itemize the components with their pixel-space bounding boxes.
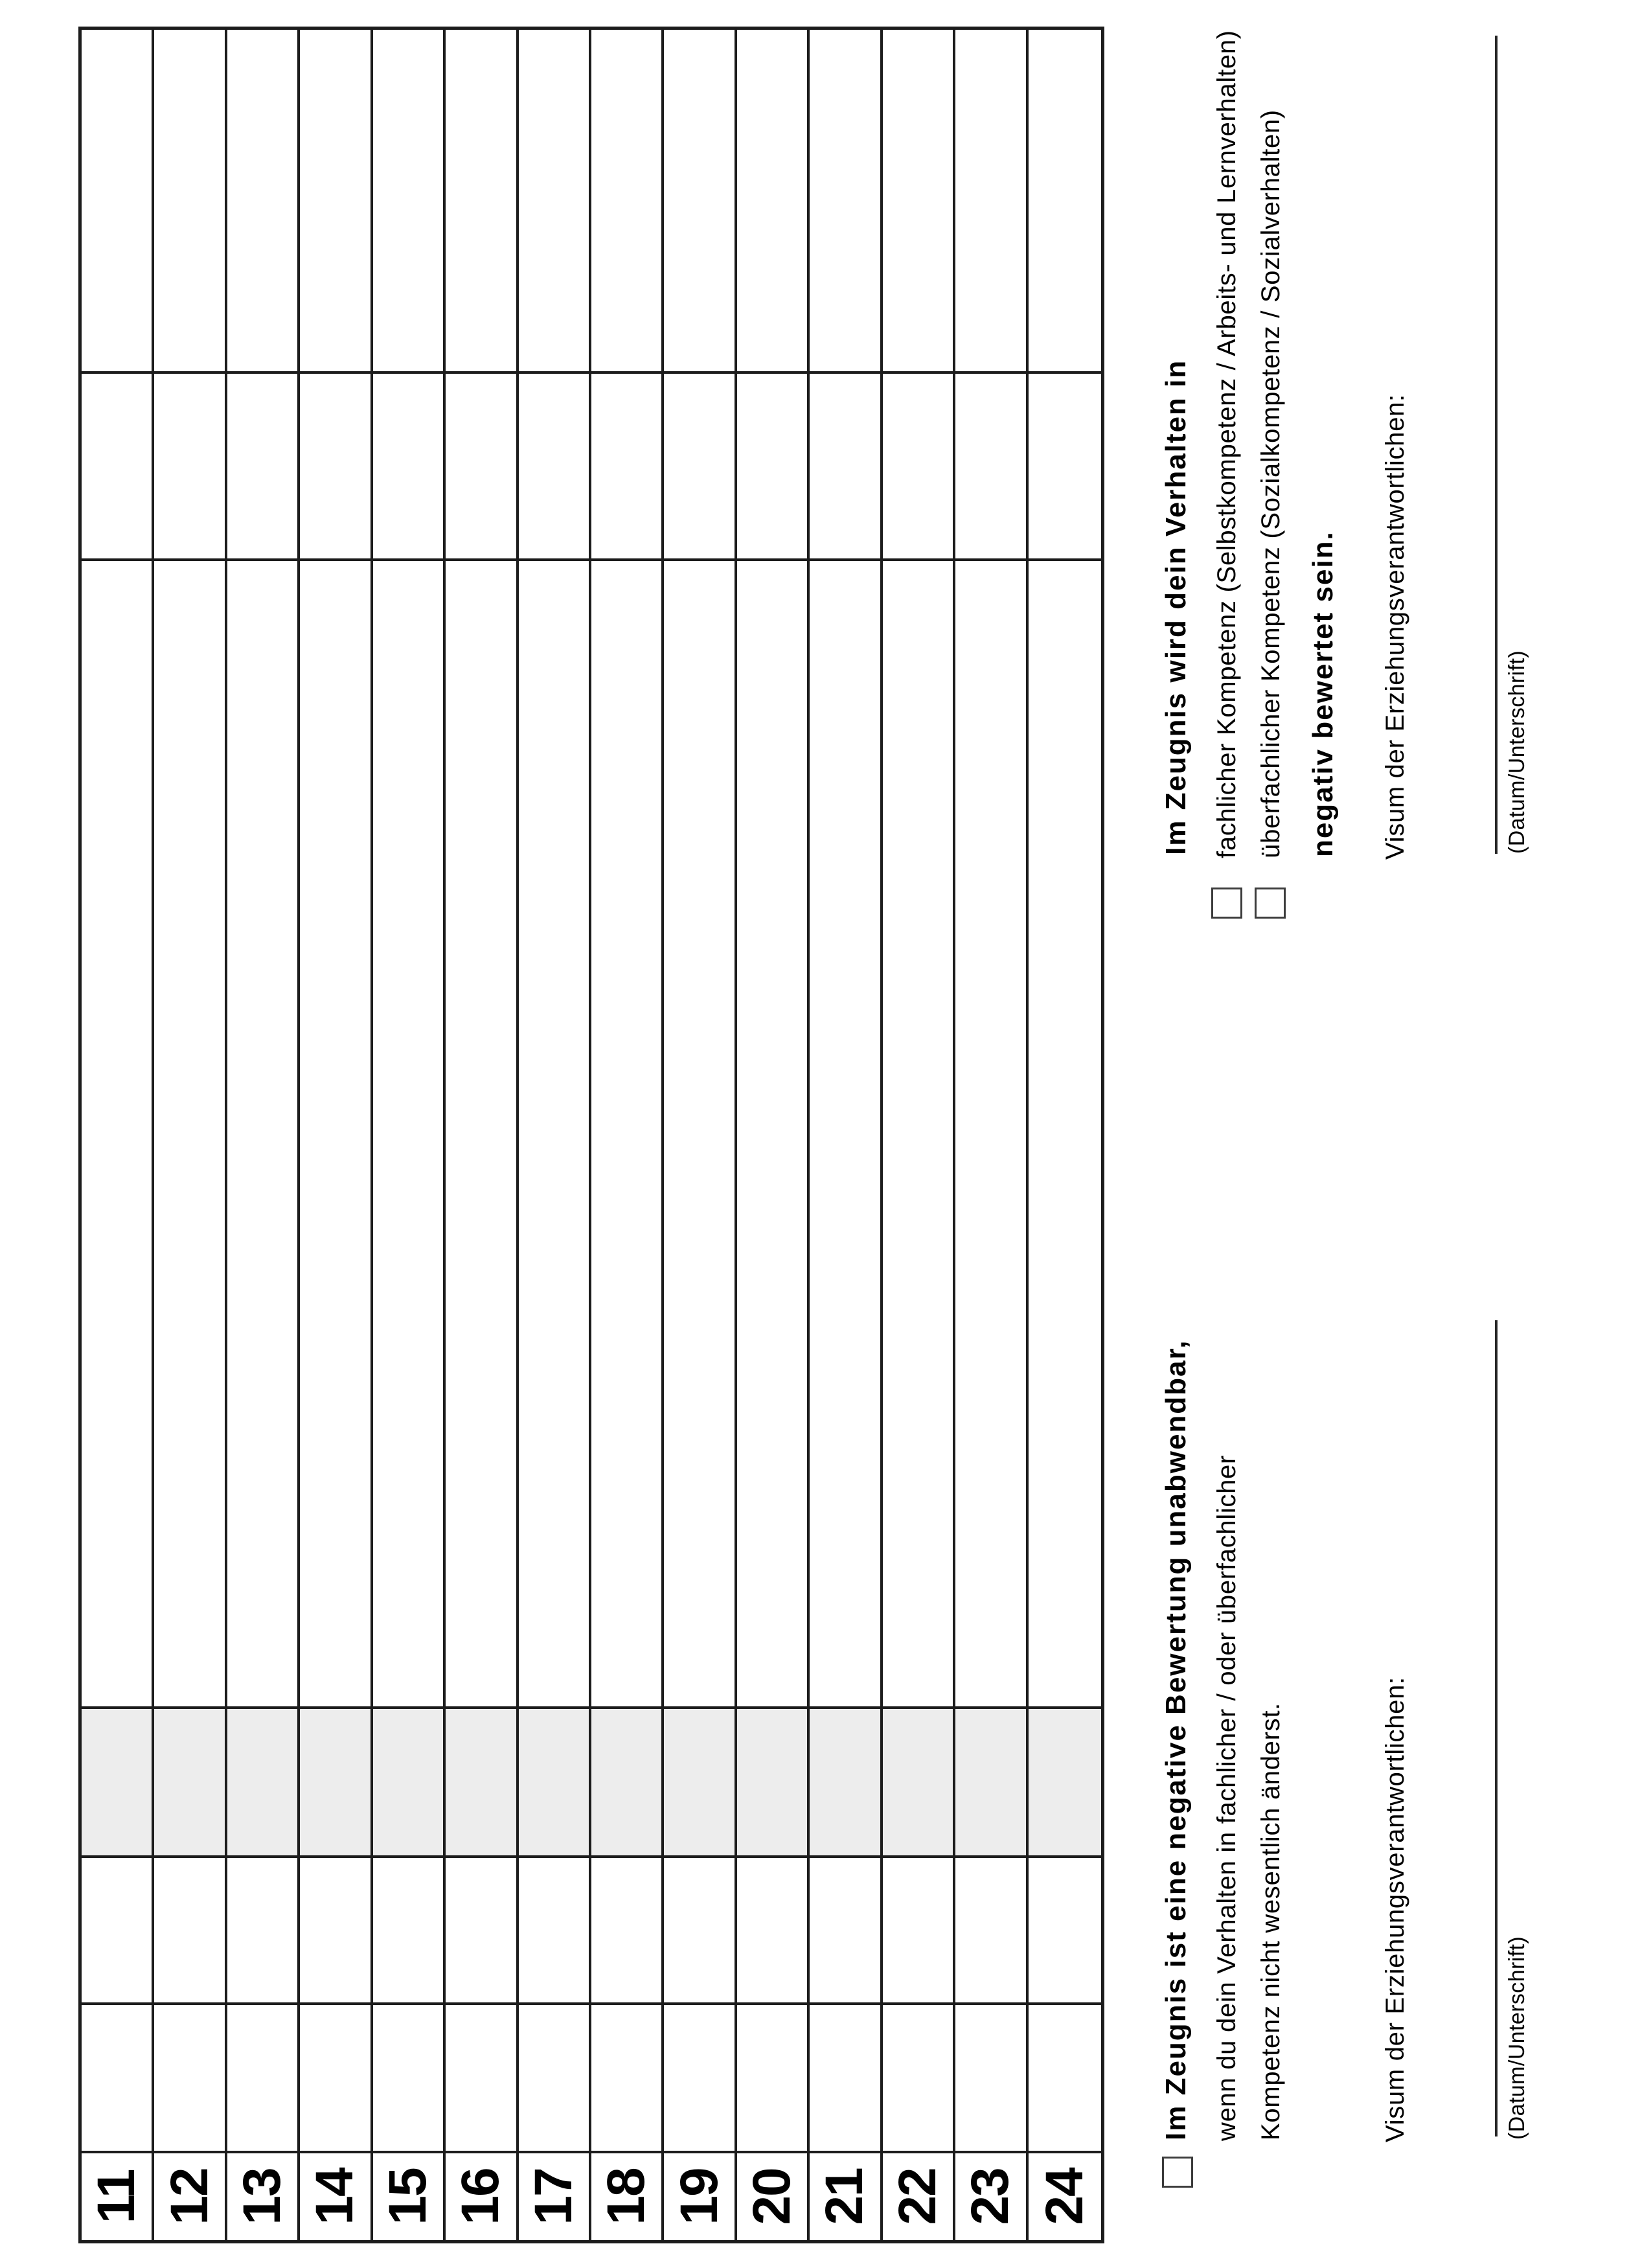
table-cell [227, 371, 300, 558]
table-cell [810, 2002, 882, 2151]
table-cell [227, 1706, 300, 1855]
table-cell [82, 30, 154, 371]
table-cell [591, 1706, 664, 1855]
table-cell [737, 1706, 810, 1855]
table-cell [300, 371, 372, 558]
table-cell [373, 2002, 446, 2151]
table-cell [1029, 1855, 1101, 2002]
table-cell [154, 1855, 227, 2002]
table-cell [883, 371, 955, 558]
table-cell [664, 2002, 736, 2151]
row-number-cell: 19 [664, 2151, 736, 2240]
table-cell [810, 558, 882, 1706]
table-cell [883, 1855, 955, 2002]
negative-rating-body-line1: wenn du dein Verhalten in fachlicher / oder überfachlicher [1213, 1454, 1241, 2141]
row-number-cell: 15 [373, 2151, 446, 2240]
table-cell [737, 371, 810, 558]
table-cell [591, 558, 664, 1706]
table-cell [446, 558, 518, 1706]
table-cell [664, 558, 736, 1706]
row-number-cell: 22 [883, 2151, 955, 2240]
right-signature-line [1495, 36, 1498, 854]
table-cell [1029, 371, 1101, 558]
table-cell [446, 1706, 518, 1855]
table-cell [300, 1855, 372, 2002]
table-cell [591, 1855, 664, 2002]
row-number-cell: 13 [227, 2151, 300, 2240]
table-cell [1029, 30, 1101, 371]
checkbox-fachliche-kompetenz[interactable] [1211, 888, 1242, 919]
table-cell [446, 1855, 518, 2002]
table-cell [883, 558, 955, 1706]
table-cell [227, 558, 300, 1706]
table-cell [82, 2002, 154, 2151]
table-cell [154, 558, 227, 1706]
row-number-cell: 23 [955, 2151, 1028, 2240]
table-cell [154, 371, 227, 558]
checkbox-ueberfachliche-kompetenz[interactable] [1255, 888, 1286, 919]
table-cell [664, 1855, 736, 2002]
table-cell [883, 30, 955, 371]
table-cell [737, 2002, 810, 2151]
row-number-cell: 16 [446, 2151, 518, 2240]
table-cell [82, 371, 154, 558]
table-cell [883, 1706, 955, 1855]
right-visum-label: Visum der Erziehungsverantwortlichen: [1381, 394, 1409, 860]
table-cell [154, 30, 227, 371]
row-number-cell: 20 [737, 2151, 810, 2240]
table-cell [810, 1706, 882, 1855]
table-cell [154, 1706, 227, 1855]
row-number-cell: 14 [300, 2151, 372, 2240]
table-cell [300, 30, 372, 371]
row-number-cell: 11 [82, 2151, 154, 2240]
table-cell [373, 30, 446, 371]
table-cell [955, 371, 1028, 558]
table-cell [519, 558, 591, 1706]
row-number-cell: 17 [519, 2151, 591, 2240]
table-cell [737, 30, 810, 371]
table-cell [446, 2002, 518, 2151]
table-cell [82, 1706, 154, 1855]
table-cell [664, 371, 736, 558]
negative-rating-heading: Im Zeugnis ist eine negative Bewertung unabwendbar, [1160, 1339, 1192, 2140]
table-cell [955, 30, 1028, 371]
table-cell [154, 2002, 227, 2151]
table-cell [519, 1855, 591, 2002]
table-cell [955, 2002, 1028, 2151]
table-cell [227, 1855, 300, 2002]
table-cell [664, 30, 736, 371]
left-signature-caption: (Datum/Unterschrift) [1505, 1936, 1529, 2140]
option-ueberfachliche-kompetenz: überfachlicher Kompetenz (Sozialkompetenz / Sozialverhalten) [1257, 109, 1285, 858]
table-cell [373, 1706, 446, 1855]
row-number-cell: 18 [591, 2151, 664, 2240]
table-cell [300, 558, 372, 1706]
checkbox-negative-rating-unavoidable[interactable] [1162, 2157, 1193, 2188]
option-fachliche-kompetenz: fachlicher Kompetenz (Selbstkompetenz / Arbeits- und Lernverhalten) [1213, 30, 1241, 858]
negative-rating-body-line2: Kompetenz nicht wesentlich änderst. [1257, 1702, 1285, 2140]
behavior-rating-heading: Im Zeugnis wird dein Verhalten in [1160, 359, 1192, 855]
left-signature-line [1495, 1320, 1498, 2136]
table-cell [591, 371, 664, 558]
table-cell [737, 558, 810, 1706]
table-cell [519, 1706, 591, 1855]
assessment-table [78, 27, 1104, 2243]
row-number-cell: 12 [154, 2151, 227, 2240]
table-cell [446, 30, 518, 371]
table-cell [1029, 558, 1101, 1706]
table-cell [227, 30, 300, 371]
table-cell [373, 558, 446, 1706]
table-cell [955, 1706, 1028, 1855]
table-cell [373, 371, 446, 558]
behavior-rating-emphasis: negativ bewertet sein. [1307, 531, 1339, 857]
table-cell [82, 558, 154, 1706]
table-cell [955, 1855, 1028, 2002]
table-cell [519, 30, 591, 371]
right-signature-caption: (Datum/Unterschrift) [1505, 650, 1529, 854]
table-cell [227, 2002, 300, 2151]
table-cell [955, 558, 1028, 1706]
table-cell [810, 30, 882, 371]
table-cell [883, 2002, 955, 2151]
table-cell [82, 1855, 154, 2002]
row-number-cell: 24 [1029, 2151, 1101, 2240]
table-cell [1029, 2002, 1101, 2151]
table-cell [1029, 1706, 1101, 1855]
table-cell [300, 2002, 372, 2151]
table-cell [519, 2002, 591, 2151]
table-cell [810, 371, 882, 558]
row-number-cell: 21 [810, 2151, 882, 2240]
table-cell [591, 2002, 664, 2151]
table-cell [591, 30, 664, 371]
table-cell [737, 1855, 810, 2002]
table-cell [810, 1855, 882, 2002]
table-cell [300, 1706, 372, 1855]
table-cell [664, 1706, 736, 1855]
left-visum-label: Visum der Erziehungsverantwortlichen: [1381, 1677, 1409, 2142]
table-cell [446, 371, 518, 558]
table-cell [519, 371, 591, 558]
table-cell [373, 1855, 446, 2002]
